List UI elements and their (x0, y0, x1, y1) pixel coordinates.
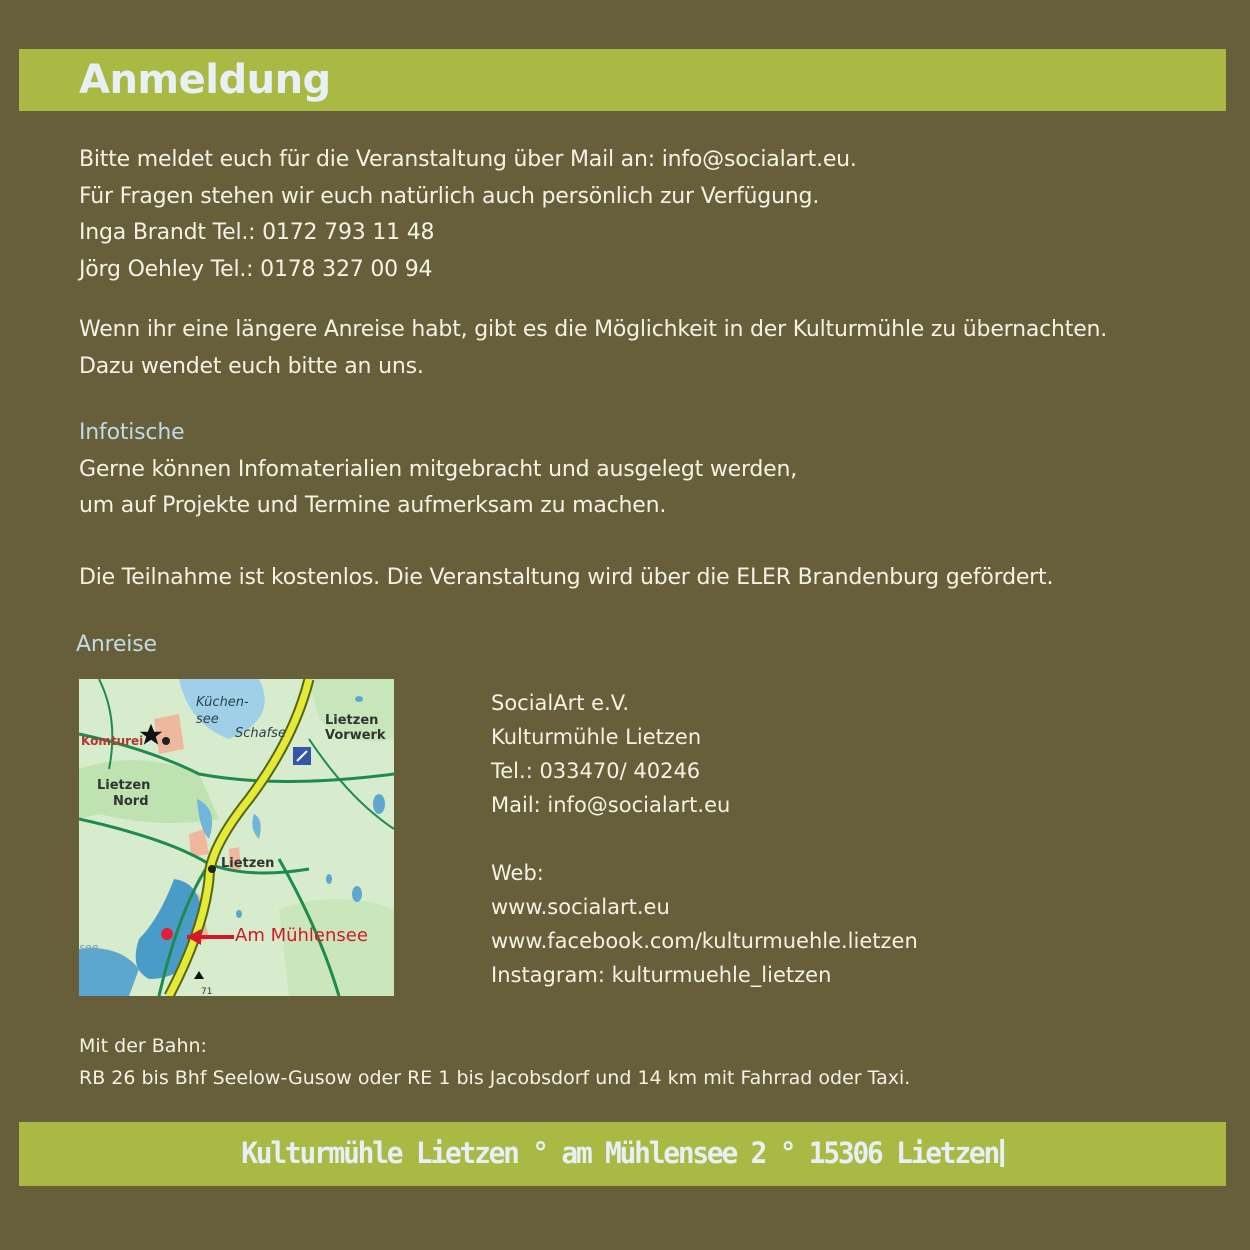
intro-line: Inga Brandt Tel.: 0172 793 11 48 (79, 220, 435, 245)
intro-line: Für Fragen stehen wir euch natürlich auch persönlich zur Verfügung. (79, 183, 820, 209)
map-label: 71 (201, 987, 213, 996)
fee-text: Die Teilnahme ist kostenlos. Die Veranstaltung wird über die ELER Brandenburg gefördert. (79, 565, 1054, 590)
map-label: see (79, 941, 99, 954)
map-label: Vorwerk (325, 728, 386, 743)
contact-web-label: Web: (491, 861, 544, 885)
train-text: RB 26 bis Bhf Seelow-Gusow oder RE 1 bis Jacobsdorf und 14 km mit Fahrrad oder Taxi. (79, 1067, 911, 1089)
contact-mail: Mail: info@socialart.eu (491, 793, 731, 817)
page-title: Anmeldung (79, 57, 331, 103)
footer-address-text: Kulturmühle Lietzen ° am Mühlensee 2 ° 15306 Lietzen (241, 1136, 998, 1170)
infotische-line: Gerne können Infomaterialien mitgebracht und ausgelegt werden, (79, 456, 798, 482)
contact-org: SocialArt e.V. (491, 691, 630, 715)
intro-line: Jörg Oehley Tel.: 0178 327 00 94 (79, 256, 433, 282)
map-label: Lietzen (221, 856, 275, 871)
map-label: Küchen- (196, 695, 249, 710)
contact-instagram[interactable]: Instagram: kulturmuehle_lietzen (491, 963, 832, 987)
infotische-line: um auf Projekte und Termine aufmerksam zu machen. (79, 493, 667, 518)
map-label: Lietzen (97, 778, 151, 793)
overnight-line: Dazu wendet euch bitte an uns. (79, 353, 424, 379)
intro-block (79, 142, 1199, 288)
overnight-line: Wenn ihr eine längere Anreise habt, gibt es die Möglichkeit in der Kulturmühle zu übernachten. (79, 317, 1108, 342)
infotische-block (79, 415, 1199, 525)
intro-line: Bitte meldet euch für die Veranstaltung über Mail an: info@socialart.eu. (79, 147, 857, 172)
train-heading: Mit der Bahn: (79, 1035, 207, 1057)
contact-spacer (491, 822, 918, 856)
map-label: Komturei (81, 734, 144, 748)
map-label: Nord (113, 794, 149, 809)
contact-website-link[interactable]: www.socialart.eu (491, 895, 670, 919)
contact-facebook-link[interactable]: www.facebook.com/kulturmuehle.lietzen (491, 929, 918, 953)
contact-block (491, 686, 918, 992)
footer-end-mark (1000, 1139, 1004, 1167)
map-label: see (196, 712, 219, 727)
map-label: Schafse (235, 726, 286, 741)
location-map (79, 679, 394, 996)
map-label: Am Mühlensee (235, 925, 368, 946)
overnight-block (79, 312, 1199, 385)
header-band (19, 49, 1226, 111)
footer-band (19, 1122, 1226, 1186)
anreise-heading: Anreise (76, 632, 157, 657)
train-block (79, 1030, 910, 1094)
infotische-heading: Infotische (79, 420, 185, 445)
footer-address (43, 1136, 1202, 1170)
map-graphic (79, 679, 394, 996)
contact-venue: Kulturmühle Lietzen (491, 725, 702, 749)
contact-phone: Tel.: 033470/ 40246 (491, 759, 701, 783)
map-label: Lietzen (325, 713, 379, 728)
fee-block (79, 560, 1199, 597)
